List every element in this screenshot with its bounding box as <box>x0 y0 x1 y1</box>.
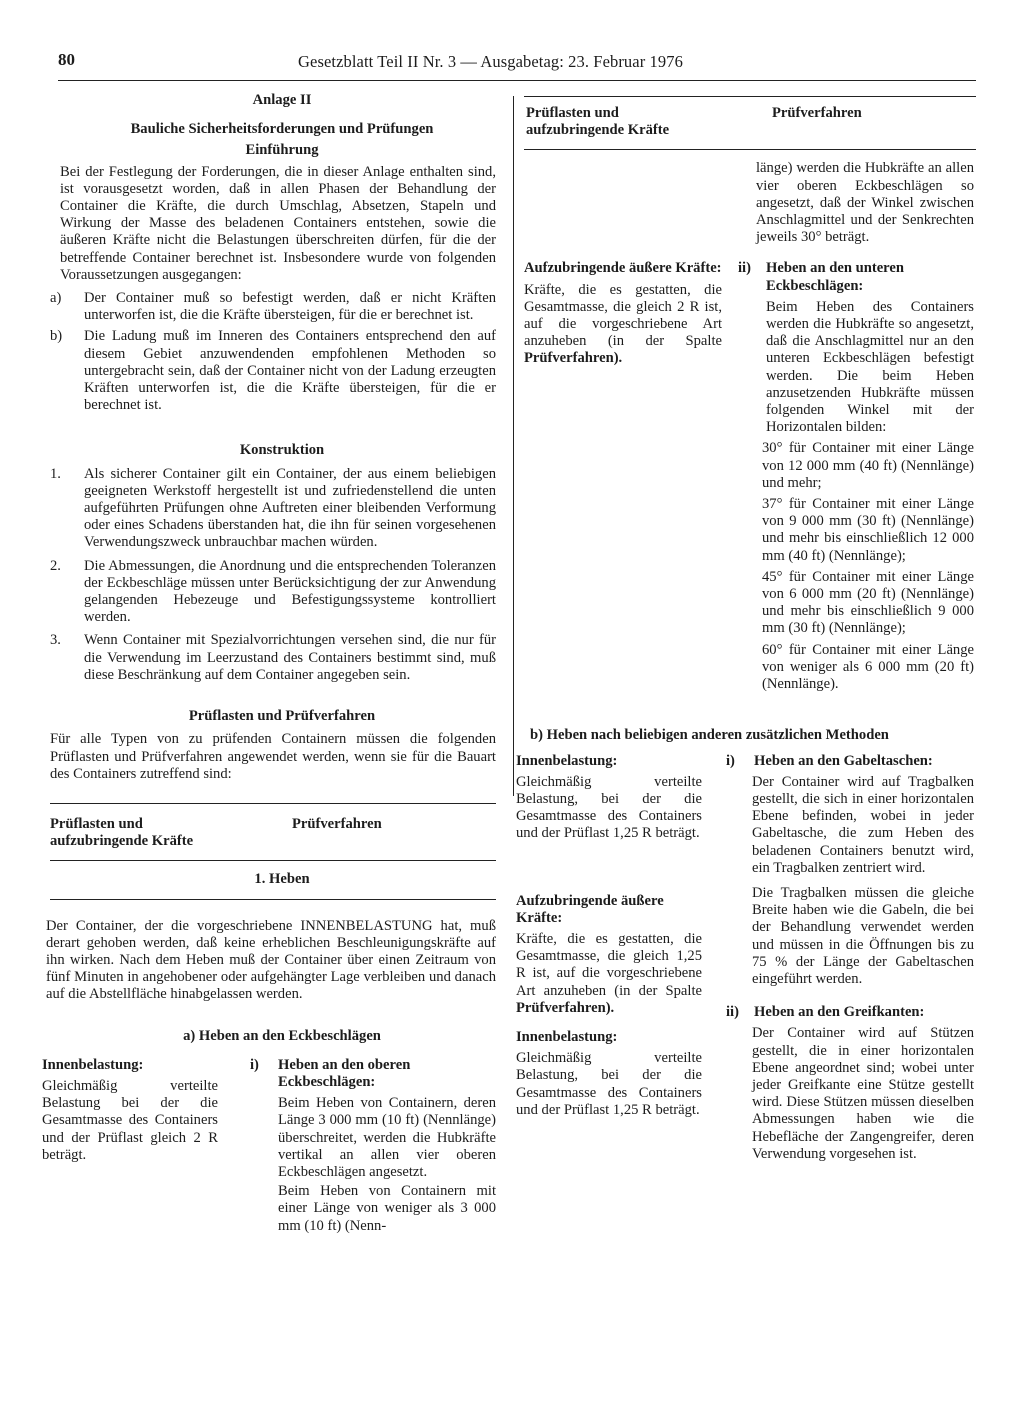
aeussere-label: Aufzubringende äußere Kräfte: <box>516 892 664 926</box>
list-text: Wenn Container mit Spezialvorrichtungen versehen sind, die nur für die Verwendung im Leerzustand des Containers bestimmt sind, muß diese Beschränkung auf dem Container angegeben sein. <box>84 632 496 683</box>
subitem-text: Der Container wird auf Tragbalken gestellt, die sich in einer horizontalen Ebene befinden, wobei in jeder Gabeltasche, die zum Heben des beladenen Containers benutzt wird, ein Tragbalken zentriert wird. <box>752 773 974 876</box>
table-head-loads: Prüflasten und aufzubringende Kräfte <box>526 105 670 139</box>
angle-item: 45° für Container mit einer Länge von 6 000 mm (20 ft) (Nennlänge) und mehr bis einschließlich 9 000 mm (30 ft) (Nennlänge); <box>762 568 974 637</box>
row-aeussere-kraefte <box>508 260 974 693</box>
table-head-procedure: Prüfverfahren <box>292 815 382 832</box>
row-left-cell <box>516 753 702 1163</box>
header-title: Gesetzblatt Teil II Nr. 3 — Ausgabetag: 23. Februar 1976 <box>298 52 683 71</box>
row-right-cell <box>738 260 974 693</box>
table-header-rule <box>524 149 976 150</box>
innen-label: Innenbelastung: <box>42 1056 144 1073</box>
subitem-text: Beim Heben von Containern, deren Länge 3 000 mm (10 ft) (Nennlänge) überschreitet, werden die Hubkräfte vertikal an allen vier oberen Eckbeschlägen angesetzt. <box>278 1095 496 1180</box>
list-item <box>50 466 496 552</box>
aeussere-text-b: Prüfverfahren). <box>516 999 615 1016</box>
aeussere-text-a: Kräfte, die es gestatten, die Gesamtmasse, die gleich 1,25 R ist, auf die vorgeschriebene Art anzuheben (in der Spalte <box>516 930 702 999</box>
table-head-procedure: Prüfverfahren <box>772 105 862 121</box>
subitem-text: Der Container wird auf Stützen gestellt, die in einer horizontalen Ebene angeordnet sind; wobei unter jeder Greifkante eine Stütze gestellt wird. Diese Stützen müssen dieselben Abmessungen haben wie die Hebefläche der Zangengreifer, deren Verwendung vorgesehen ist. <box>752 1025 974 1162</box>
subsection-b-title: b) Heben nach beliebigen anderen zusätzlichen Methoden <box>530 727 889 744</box>
page-number: 80 <box>58 50 75 69</box>
intro-list <box>50 290 496 414</box>
page-header <box>58 46 976 76</box>
aeussere-text-b: Prüfverfahren). <box>524 350 623 367</box>
innen-text: Gleichmäßig verteilte Belastung, bei der die Gesamtmasse des Containers und der Prüflast 1,25 R beträgt. <box>516 773 702 842</box>
konstruktion-title: Konstruktion <box>239 442 325 459</box>
aeussere-text <box>524 282 722 368</box>
right-column <box>508 96 974 1163</box>
row-right-cell <box>726 753 974 1163</box>
subitem-text: Die Tragbalken müssen die gleiche Breite haben wie die Gabeln, die bei der Behandlung verwendet werden und müssen in die Öffnungen bis zu 75 % der Länge der Gabeltaschen eingeführt werden. <box>752 884 974 987</box>
list-label: 3. <box>50 632 61 649</box>
heben-text: Der Container, der die vorgeschriebene INNENBELASTUNG hat, muß derart gehoben werden, daß keine erheblichen Beschleunigungskräfte auf ihn wirken. Nach dem Heben muß der Container über einen Zeitraum von fünf Minuten in angehobener oder aufgehängter Lage verbleiben und danach auf die Abstellfläche hinabgelassen werden. <box>46 917 496 1003</box>
innen-text: Gleichmäßig verteilte Belastung bei der die Gesamtmasse des Containers und der Prüflast gleich 2 R beträgt. <box>42 1077 218 1163</box>
list-text: Die Abmessungen, die Anordnung und die entsprechenden Toleranzen der Eckbeschläge müssen unter Berücksichtigung der zur Anwendung gelangenden Hebezeuge und Befestigungssysteme kontrolliert werden. <box>84 557 496 626</box>
aeussere-text <box>516 931 702 1017</box>
table-head-loads: Prüflasten und aufzubringende Kräfte <box>50 815 194 850</box>
list-label: b) <box>50 328 63 345</box>
pruef-title: Prüflasten und Prüfverfahren <box>188 708 376 725</box>
list-text: Als sicherer Container gilt ein Container, der aus einem beliebigen geeigneten Werkstoff hergestellt ist und zufriedenstellend die unten aufgeführten Prüfungen ohne Auftreten einer bleibenden Verformung oder eines Schadens überstanden hat, die ihn für seinen vorgesehenen Verwendungszweck unbrauchbar machen würden. <box>84 465 496 551</box>
left-column <box>42 92 496 1235</box>
subitem-label: ii) <box>738 260 751 277</box>
table-header-rule <box>50 860 496 861</box>
list-label: a) <box>50 290 62 307</box>
subitem-text: Beim Heben des Containers werden die Hubkräfte so angesetzt, daß die Anschlagmittel nur an den unteren Eckbeschlägen befestigt werden. Die beim Heben anzusetzenden Hubkräfte müssen folgenden Winkel mit der Horizontalen bilden: <box>766 298 974 436</box>
subitem-bi-title <box>726 753 974 770</box>
list-item <box>50 328 496 414</box>
list-text: Die Ladung muß im Inneren des Containers entsprechend den auf diesem Gebiet anzuwendenden empfohlenen Methoden so untergebracht sein, daß der Container nicht von der Ladung erzeugten Kräften unterworfen ist, die die Kräfte übersteigen, für die er berechnet ist. <box>84 328 496 414</box>
list-text: Der Container muß so befestigt werden, daß er nicht Kräften unterworfen ist, die die Kräfte übersteigen, für die er berechnet ist. <box>84 290 496 324</box>
row-left-cell <box>524 260 722 693</box>
table-section-rule <box>50 899 496 900</box>
row-right-cell <box>250 1057 496 1235</box>
angle-item: 37° für Container mit einer Länge von 9 000 mm (30 ft) (Nennlänge) und mehr bis einschließlich 12 000 mm (40 ft) (Nennlänge); <box>762 496 974 564</box>
subsection-a-title: a) Heben an den Eckbeschlägen <box>183 1027 381 1044</box>
angle-item: 60° für Container mit einer Länge von weniger als 6 000 mm (20 ft) (Nennlänge). <box>762 641 974 693</box>
subitem-label: i) <box>726 752 735 769</box>
subitem-ii-title <box>738 260 974 294</box>
subitem-title: Heben an den Greifkanten: <box>754 1004 925 1021</box>
subitem-label: i) <box>250 1056 259 1073</box>
subitem-bii-title <box>726 1004 974 1021</box>
aeussere-label: Aufzubringende äußere Kräfte: <box>524 260 722 277</box>
aeussere-text-a: Kräfte, die es gestatten, die Gesamtmasse, die gleich 2 R ist, auf die vorgeschriebene Art anzuheben (in der Spalte <box>524 281 722 350</box>
continued-text: länge) werden die Hubkräfte an allen vier oberen Eckbeschlägen so angesetzt, daß der Winkel zwischen Anschlagmittel und der Senkrechten jeweils 30° beträgt. <box>756 160 974 246</box>
table-top-rule <box>50 803 496 804</box>
table-top-rule <box>524 96 976 97</box>
intro-paragraph: Bei der Festlegung der Forderungen, die in dieser Anlage enthalten sind, ist vorausgesetzt worden, daß in allen Phasen der Behandlung der Container die Kräfte, die durch Umschlag, Absetzen, Stapeln und Wirkung der Masse des beladenen Containers entstehen, sowie die äußeren Kräfte nicht die Belastungen überschreiten dürfen, für die der betreffende Container berechnet ist. Insbesondere wurde von folgenden Voraussetzungen ausgegangen: <box>60 163 496 283</box>
intro-title: Einführung <box>245 142 319 159</box>
row-innenbelastung-a <box>42 1056 496 1235</box>
angle-item: 30° für Container mit einer Länge von 12 000 mm (40 ft) (Nennlänge) und mehr; <box>762 440 974 491</box>
table-header <box>526 105 974 139</box>
list-item <box>50 558 496 627</box>
list-item <box>50 290 496 324</box>
heben-title: 1. Heben <box>254 871 310 888</box>
pruef-intro: Für alle Typen von zu prüfenden Containern müssen die folgenden Prüflasten und Prüfverfahren angewendet werden, wenn sie für die Bauart des Containers zutreffend sind: <box>50 731 496 782</box>
innen-label: Innenbelastung: <box>516 1028 618 1045</box>
row-left-cell <box>42 1057 218 1235</box>
konstruktion-list <box>50 466 496 684</box>
section-heading: Bauliche Sicherheitsforderungen und Prüfungen <box>130 121 434 138</box>
subitem-text: Beim Heben von Containern mit einer Länge von weniger als 3 000 mm (10 ft) (Nenn- <box>278 1183 496 1234</box>
subitem-title: Heben an den Gabeltaschen: <box>754 752 933 769</box>
subitem-title: Heben an den unteren Eckbeschlägen: <box>766 260 904 294</box>
innen-label: Innenbelastung: <box>516 752 618 769</box>
row-innenbelastung-b <box>508 753 974 1163</box>
list-label: 2. <box>50 557 61 574</box>
list-item <box>50 632 496 684</box>
subitem-label: ii) <box>726 1004 739 1021</box>
anlage-title: Anlage II <box>252 92 312 108</box>
list-label: 1. <box>50 465 61 482</box>
innen-text: Gleichmäßig verteilte Belastung, bei der die Gesamtmasse des Containers und der Prüflast 1,25 R beträgt. <box>516 1050 702 1118</box>
header-rule <box>58 80 976 81</box>
subitem-i-title <box>250 1057 496 1091</box>
table-header <box>50 816 496 850</box>
subitem-title: Heben an den oberen Eckbeschlägen: <box>278 1056 411 1090</box>
